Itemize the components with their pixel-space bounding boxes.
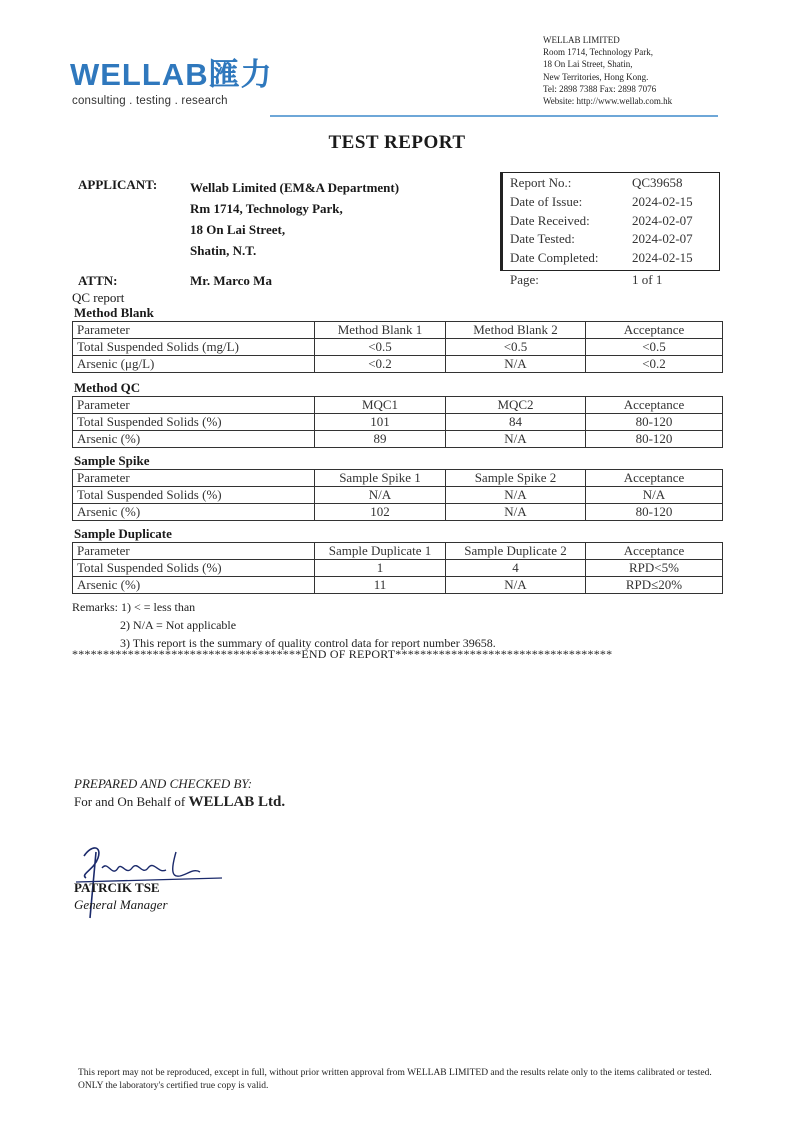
table-cell: Arsenic (%) [73,431,315,448]
table-header-row [73,543,723,560]
table-cell: 89 [315,431,446,448]
table-cell: <0.5 [315,339,446,356]
table-cell: Arsenic (%) [73,577,315,594]
table-cell: Arsenic (μg/L) [73,356,315,373]
applicant-label: APPLICANT: [78,177,158,192]
qc-report-label: QC report [72,290,125,305]
logo-tagline: consulting . testing . research [72,95,228,107]
table-row [73,577,723,594]
header-cell: Sample Spike 2 [446,470,586,487]
table-cell: Total Suspended Solids (mg/L) [73,339,315,356]
table-row [73,487,723,504]
table-cell: N/A [446,577,586,594]
header-cell: Acceptance [586,470,723,487]
applicant-line: 18 On Lai Street, [190,222,286,237]
section-title-sample-duplicate: Sample Duplicate [74,526,172,541]
table-cell: N/A [446,356,586,373]
signatory-name: PATRCIK TSE [74,880,160,895]
header-divider [270,115,718,117]
table-method-qc [72,396,723,448]
prepared-label: PREPARED AND CHECKED BY: [74,776,253,791]
table-cell: 11 [315,577,446,594]
logo-chinese: 匯力 [208,57,273,92]
address-line: 18 On Lai Street, Shatin, [543,59,633,70]
address-line: New Territories, Hong Kong. [543,71,649,82]
address-line: Room 1714, Technology Park, [543,47,653,58]
table-cell: <0.5 [586,339,723,356]
table-cell: 84 [446,414,586,431]
header-cell: Parameter [73,543,315,560]
header-cell: MQC2 [446,397,586,414]
date-tested-label: Date Tested: [510,231,575,246]
behalf-prefix: For and On Behalf of [74,794,186,809]
table-cell: 80-120 [586,431,723,448]
header-cell: Sample Duplicate 1 [315,543,446,560]
header-cell: Method Blank 2 [446,322,586,339]
date-issue-value: 2024-02-15 [632,194,693,209]
date-completed-value: 2024-02-15 [632,250,693,265]
applicant-line: Shatin, N.T. [190,243,257,258]
company-address [543,34,672,107]
section-title-method-blank: Method Blank [74,305,154,320]
table-cell: N/A [446,504,586,521]
remark-line: 2) N/A = Not applicable [120,618,237,632]
table-cell: 80-120 [586,504,723,521]
applicant-line: Wellab Limited (EM&A Department) [190,180,400,195]
table-cell: 80-120 [586,414,723,431]
date-tested-value: 2024-02-07 [632,231,693,246]
table-cell: Total Suspended Solids (%) [73,560,315,577]
table-cell: 101 [315,414,446,431]
table-cell: <0.2 [315,356,446,373]
table-cell: N/A [446,487,586,504]
table-cell: Arsenic (%) [73,504,315,521]
table-cell: N/A [586,487,723,504]
header-cell: Acceptance [586,543,723,560]
attn-label: ATTN: [78,273,118,288]
table-row [73,560,723,577]
section-title-method-qc: Method QC [74,380,141,395]
table-cell: RPD≤20% [586,577,723,594]
table-method-blank [72,321,723,373]
table-cell: 1 [315,560,446,577]
header-cell: Parameter [73,322,315,339]
footer-disclaimer: This report may not be reproduced, except in full, without prior written approval from WELLAB LIMITED and the results relate only to the items calibrated or tested. ONLY the laboratory's certified true copy is valid. [78,1068,712,1091]
logo-text: WELLAB [70,57,209,92]
company-logo [70,58,273,92]
remarks [72,598,496,652]
table-header-row [73,470,723,487]
header-cell: Parameter [73,470,315,487]
table-sample-spike [72,469,723,521]
table-cell: 102 [315,504,446,521]
table-cell: N/A [315,487,446,504]
table-row [73,356,723,373]
date-completed-label: Date Completed: [510,250,599,265]
remark-line: 3) This report is the summary of quality control data for report number 39658. [120,636,496,650]
header-cell: MQC1 [315,397,446,414]
page-title: TEST REPORT [328,132,466,153]
header-cell: Parameter [73,397,315,414]
table-row [73,504,723,521]
on-behalf-line [74,794,285,811]
page-label: Page: [510,272,539,287]
header-cell: Acceptance [586,322,723,339]
signatory-position: General Manager [74,897,168,912]
remark-line: Remarks: 1) < = less than [72,600,196,614]
address-line: WELLAB LIMITED [543,35,620,45]
table-cell: <0.5 [446,339,586,356]
table-row [73,414,723,431]
table-cell: 4 [446,560,586,577]
page-value: 1 of 1 [632,272,663,287]
table-cell: N/A [446,431,586,448]
date-issue-label: Date of Issue: [510,194,583,209]
table-header-row [73,322,723,339]
section-title-sample-spike: Sample Spike [74,453,150,468]
date-received-label: Date Received: [510,213,590,228]
date-received-value: 2024-02-07 [632,213,693,228]
attn-value: Mr. Marco Ma [190,273,272,288]
table-cell: <0.2 [586,356,723,373]
table-cell: Total Suspended Solids (%) [73,414,315,431]
table-cell: Total Suspended Solids (%) [73,487,315,504]
header-cell: Sample Spike 1 [315,470,446,487]
applicant-line: Rm 1714, Technology Park, [190,201,343,216]
table-sample-duplicate [72,542,723,594]
report-no-value: QC39658 [632,175,683,190]
table-row [73,431,723,448]
table-row [73,339,723,356]
company-name: WELLAB Ltd. [188,794,286,810]
table-cell: RPD<5% [586,560,723,577]
table-header-row [73,397,723,414]
end-of-report: *************************************END OF REPORT*********************************** [72,647,613,661]
applicant-details [190,177,399,261]
report-no-label: Report No.: [510,175,572,190]
header-cell: Acceptance [586,397,723,414]
address-line: Tel: 2898 7388 Fax: 2898 7076 [543,83,657,94]
address-line: Website: http://www.wellab.com.hk [543,96,673,107]
header-cell: Sample Duplicate 2 [446,543,586,560]
header-cell: Method Blank 1 [315,322,446,339]
